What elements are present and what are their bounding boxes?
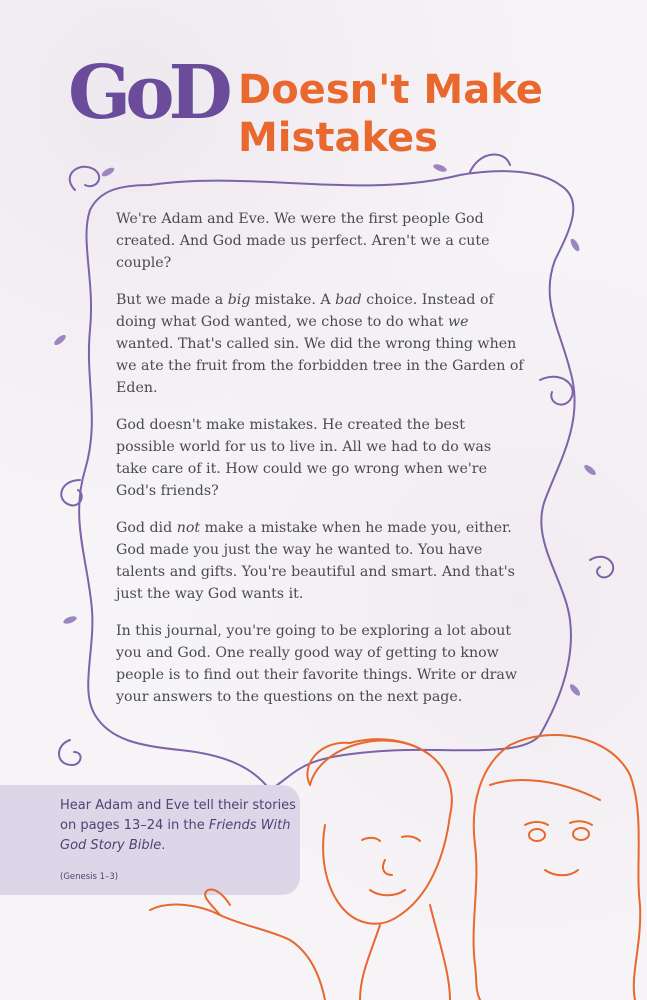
title-god: GoD	[68, 50, 227, 136]
paragraph-2: But we made a big mistake. A bad choice. Instead of doing what God wanted, we chose to do what we wanted. That's called sin. We did the wrong thing when we ate the fruit from the forbidden tree in the Garden of Eden.	[116, 292, 524, 396]
paragraph-1: We're Adam and Eve. We were the first people God created. And God made us perfect. Aren't we a cute couple?	[116, 211, 490, 271]
paragraph-4: God did not make a mistake when he made you, either. God made you just the way he wanted to. You have talents and gifts. You're beautiful and smart. And that's just the way God wants it.	[116, 520, 515, 602]
title-line-1: Doesn't Make	[238, 67, 543, 113]
title-line-2: Mistakes	[238, 115, 438, 161]
paragraph-5: In this journal, you're going to be exploring a lot about you and God. One really good way of getting to know people is to find out their favorite things. Write or draw your answers to the questions on the next page.	[116, 623, 518, 705]
scripture-reference: (Genesis 1–3)	[60, 872, 119, 882]
paragraph-3: God doesn't make mistakes. He created the best possible world for us to live in. All we had to do was take care of it. How could we go wrong when we're God's friends?	[116, 417, 492, 499]
callout-text: Hear Adam and Eve tell their stories on pages 13–24 in the Friends With God Story Bible.	[60, 798, 296, 853]
adam-and-eve-illustration-icon	[130, 725, 647, 1000]
book-title: Friends With God Story Bible	[60, 818, 291, 853]
body-text	[116, 208, 526, 723]
